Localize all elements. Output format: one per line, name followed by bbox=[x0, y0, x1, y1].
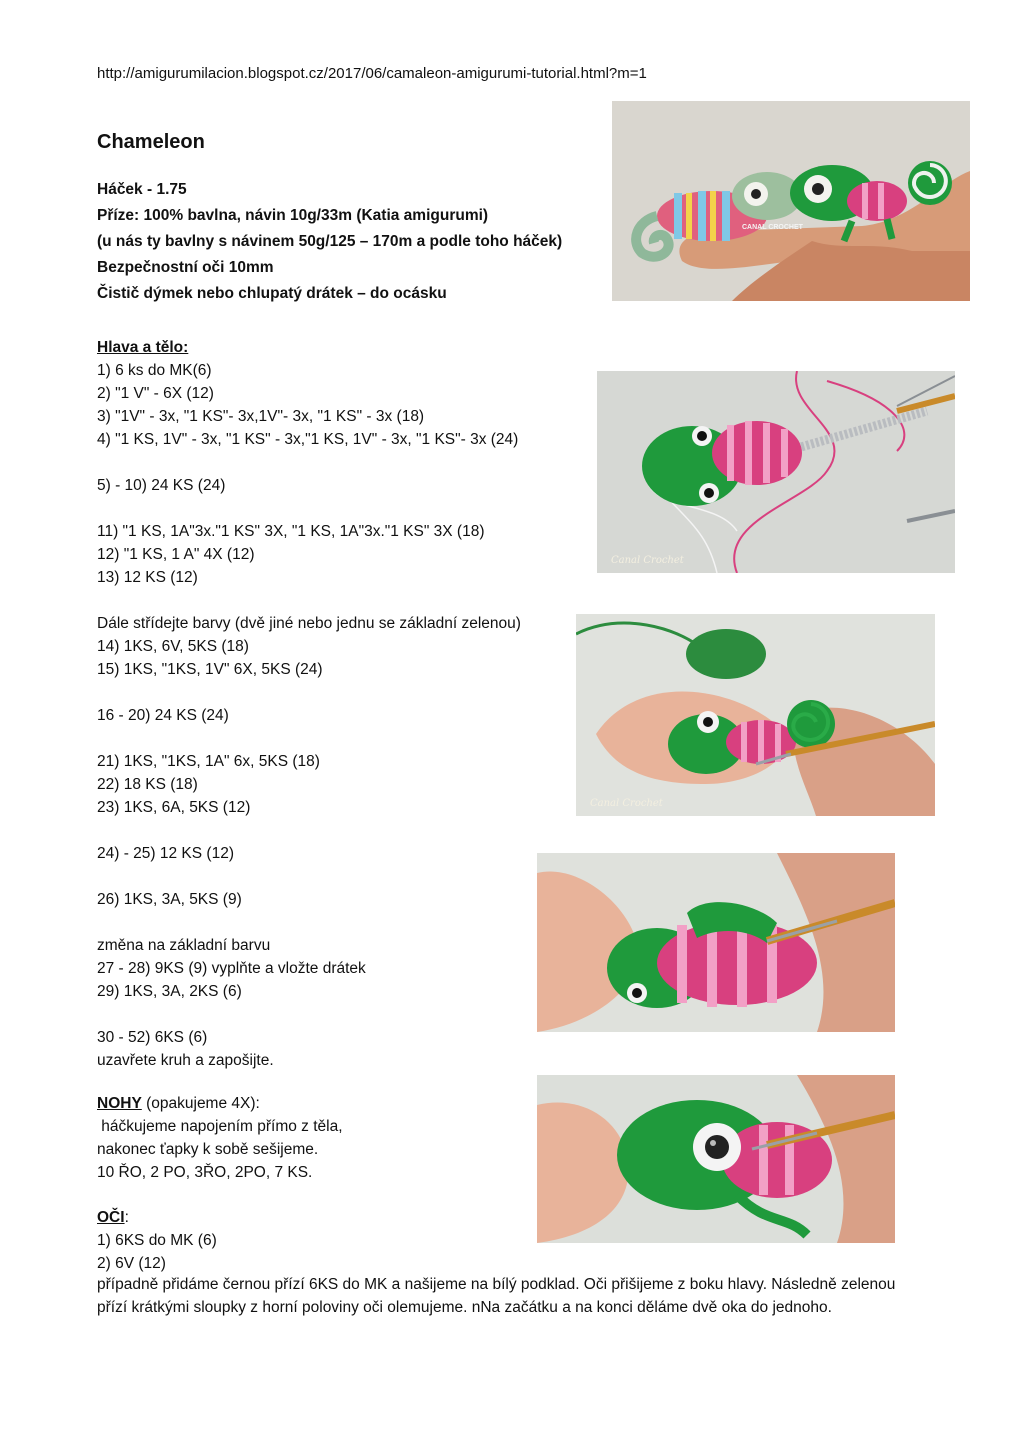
pattern-row: 30 - 52) 6KS (6) bbox=[97, 1029, 208, 1046]
pattern-row: 10 ŘO, 2 PO, 3ŘO, 2PO, 7 KS. bbox=[97, 1164, 313, 1181]
page-title: Chameleon bbox=[97, 131, 205, 153]
photo-watermark: Canal Crochet bbox=[611, 555, 684, 566]
pattern-row: 1) 6 ks do MK(6) bbox=[97, 362, 212, 379]
pattern-row: 3) "1V" - 3x, "1 KS"- 3x,1V"- 3x, "1 KS" - 3x (18) bbox=[97, 408, 425, 425]
eyes-note: případně přidáme černou přízí 6KS do MK a našijeme na bílý podklad. Oči přišijeme z boku hlavy. Následně zelenou přízí krátkými sloupky z horní poloviny oči olemujeme. nNa začátku a na konci děláme dvě oka do jednoho. bbox=[97, 1276, 896, 1316]
pattern-note: Dále střídejte barvy (dvě jiné nebo jednu se základní zelenou) bbox=[97, 615, 521, 632]
photo-finished-chameleons bbox=[612, 101, 970, 301]
pattern-note: uzavřete kruh a zapošijte. bbox=[97, 1052, 274, 1069]
section-heading-eyes bbox=[97, 1206, 597, 1229]
eyes-section bbox=[97, 1206, 597, 1275]
photo-watermark: Canal Crochet bbox=[590, 798, 663, 809]
pattern-row: 29) 1KS, 3A, 2KS (6) bbox=[97, 983, 242, 1000]
pattern-row: 2) "1 V" - 6X (12) bbox=[97, 385, 214, 402]
materials-eyes: Bezpečnostní oči 10mm bbox=[97, 259, 274, 276]
pattern-row: 11) "1 KS, 1A"3x."1 KS" 3X, "1 KS, 1A"3x."1 KS" 3X (18) bbox=[97, 523, 485, 540]
eyes-heading-suffix: : bbox=[124, 1209, 129, 1226]
pattern-row: 16 - 20) 24 KS (24) bbox=[97, 707, 229, 724]
source-url: http://amigurumilacion.blogspot.cz/2017/06/camaleon-amigurumi-tutorial.html?m=1 bbox=[97, 65, 647, 82]
legs-heading: NOHY bbox=[97, 1095, 142, 1112]
pattern-row: 13) 12 KS (12) bbox=[97, 569, 198, 586]
pattern-row: 12) "1 KS, 1 A" 4X (12) bbox=[97, 546, 255, 563]
pattern-row: 21) 1KS, "1KS, 1A" 6x, 5KS (18) bbox=[97, 753, 320, 770]
materials-pipe-cleaner: Čistič dýmek nebo chlupatý drátek – do ocásku bbox=[97, 285, 447, 302]
pattern-row: 26) 1KS, 3A, 5KS (9) bbox=[97, 891, 242, 908]
photo-eye-closeup bbox=[537, 1075, 895, 1243]
pattern-row: 24) - 25) 12 KS (12) bbox=[97, 845, 234, 862]
pattern-row: 23) 1KS, 6A, 5KS (12) bbox=[97, 799, 251, 816]
pattern-row: nakonec ťapky k sobě sešijeme. bbox=[97, 1141, 319, 1158]
pattern-row: háčkujeme napojením přímo z těla, bbox=[97, 1118, 343, 1135]
materials-yarn: Příze: 100% bavlna, návin 10g/33m (Katia amigurumi) bbox=[97, 207, 489, 224]
materials-list bbox=[97, 177, 562, 307]
pattern-row: 15) 1KS, "1KS, 1V" 6X, 5KS (24) bbox=[97, 661, 323, 678]
pattern-row: 5) - 10) 24 KS (24) bbox=[97, 477, 226, 494]
pattern-row: 27 - 28) 9KS (9) vyplňte a vložte drátek bbox=[97, 960, 366, 977]
legs-heading-note: (opakujeme 4X): bbox=[141, 1095, 260, 1112]
section-heading-legs bbox=[97, 1092, 597, 1115]
photo-body-closeup bbox=[537, 853, 895, 1032]
pattern-row: 14) 1KS, 6V, 5KS (18) bbox=[97, 638, 249, 655]
photo-watermark: CANAL CROCHET bbox=[742, 224, 803, 231]
head-body-section bbox=[97, 336, 597, 1072]
photo-head-body bbox=[597, 371, 955, 573]
eyes-heading: OČI bbox=[97, 1209, 125, 1226]
photo-crocheting-stripes bbox=[576, 614, 935, 816]
pattern-row: 2) 6V (12) bbox=[97, 1255, 166, 1272]
materials-yarn-note: (u nás ty bavlny s návinem 50g/125 – 170m a podle toho háček) bbox=[97, 233, 563, 250]
materials-hook: Háček - 1.75 bbox=[97, 181, 187, 198]
pattern-row: 22) 18 KS (18) bbox=[97, 776, 198, 793]
pattern-row: 4) "1 KS, 1V" - 3x, "1 KS" - 3x,"1 KS, 1V" - 3x, "1 KS"- 3x (24) bbox=[97, 431, 519, 448]
section-heading-head-body: Hlava a tělo: bbox=[97, 339, 189, 356]
legs-section bbox=[97, 1092, 597, 1184]
pattern-note: změna na základní barvu bbox=[97, 937, 271, 954]
pattern-row: 1) 6KS do MK (6) bbox=[97, 1232, 217, 1249]
